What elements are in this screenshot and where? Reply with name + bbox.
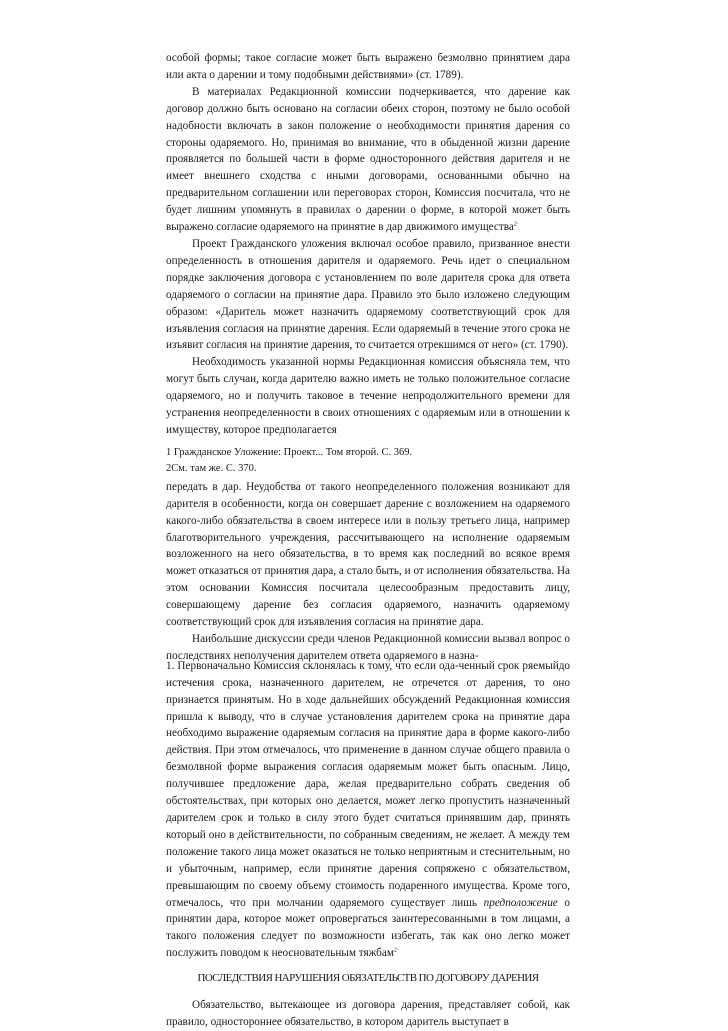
footnote: 1 Гражданское Уложение: Проект... Том второй. С. 369. xyxy=(166,446,413,458)
paragraph-text: В материалах Редакционной комиссии подчеркивается, что дарение как договор должно быть основано на согласии обеих сторон, поэтому не было особой надобности включать в закон положение о необходимости принятия дарения со стороны одаряемого. Но, принимая во внимание, что в обыденной жизни дарение проявляется по большей части в форме односторонного действия дарителя и не имеет внешнего сходства с иными договорами, основанными обычно на предварительном соглашении или переговорах сторон, Комиссия посчитала, что не будет лишним упомянуть в правилах о дарении о форме, в которой может быть выражено согласие одаряемого на принятие в дар движимого имущества xyxy=(166,85,570,234)
document-page xyxy=(166,50,570,1031)
paragraph-text: 1. Первоначально Комиссия склонялась к тому, что если ода-ченный срок ряемыйдо истечения срока, назначенного дарителем, не отречется от дарения, то оно признается принятым. Но в ходе дальнейших обсуждений Редакционная комиссия пришла к выводу, что в случае установления дарителем срока на принятие дара необходимо выражение одаряемым согласия на принятие дара в форме какого-либо действия. При этом отмечалось, что применение в данном случае общего правила о безмолвной форме выражения согласия одаряемым может быть опасным. Лицо, получившее предложение дара, желая предварительно собрать сведения об обстоятельствах, при которых оно делается, может легко пропустить назначенный дарителем срок и только в силу этого будет считаться принявшим дар, принять который оно в действительности, по собранным сведениям, не желает. А между тем положение такого лица может оказаться не только неприятным и стеснительным, но и убыточным, например, если принятие дарения сопряжено с обязательством, превышающим по своему объему стоимость подаренного имущества. Кроме того, отмечалось, что при молчании одаряемого существует лишь xyxy=(166,659,570,909)
paragraph-text: о принятии дара, которое может опровергаться заинтересованными в том лицами, а такого положения следует по возможности избегать, так как оно легко может послужить поводом к неосновательным тяжбам xyxy=(166,896,571,960)
paragraph: Наибольшие дискуссии среди членов Редакционной комиссии вызвал вопрос о последствиях неполучения дарителем ответа одаряемого в назна- xyxy=(166,633,570,662)
footnote-ref: 2· xyxy=(513,221,519,228)
emphasis: предположение xyxy=(483,896,558,909)
paragraph: Необходимость указанной нормы Редакционная комиссия объясняла тем, что могут быть случаи, когда дарителю важно иметь не только положительное согласие одаряемого, но и получить таковое в течение непродолжительного времени для устранения неопределенности в своих отношениях с одаряемым или в отношении к имуществу, которое предполагается xyxy=(166,356,570,436)
paragraph: Проект Гражданского уложения включал особое правило, призванное внести определенность в отношения дарителя и одаряемого. Речь идет о специальном порядке заключения договора с установлением по воле дарителя срока для ответа одаряемого о согласии на принятие дара. Правило это было изложено следующим образом: «Даритель может назначить одаряемому соответствующий срок для изъявления согласия на принятие дарения. Если одаряемый в течение этого срока не изъявит согласия на принятие дарения, то считается отрекшимся от него» (ст. 1790). xyxy=(166,237,570,352)
footnote-ref: 2· xyxy=(393,947,399,954)
paragraph xyxy=(166,84,570,236)
paragraph xyxy=(166,658,570,962)
section-heading: ПОСЛЕДСТВИЯ НАРУШЕНИЯ ОБЯЗАТЕЛЬСТВ ПО ДОГОВОРУ ДАРЕНИЯ xyxy=(197,972,539,985)
paragraph: особой формы; такое согласие может быть выражено безмолвно принятием дара или акта о дарении и тому подобными действиями» (ст. 1789). xyxy=(166,52,570,81)
paragraph: Обязательство, вытекающее из договора дарения, представляет собой, как правило, одностороннее обязательство, в котором даритель выступает в xyxy=(166,999,570,1028)
paragraph: передать в дар. Неудобства от такого неопределенного положения возникают для дарителя в особенности, когда он совершает дарение с возложением на одаряемого какого-либо обязательства в своем интересе или в пользу третьего лица, например благотворительного учреждения, рассчитывающего на исполнение одаряемым возложенного на него обязательства, в то время как последний во всякое время может отказаться от принятия дара, а стало быть, и от исполнения обязательства. На этом основании Комиссия посчитала целесообразным предоставить лицу, совершающему дарение без согласия одаряемого, назначить одаряемому соответствующий срок для изъявления согласия на принятие дара. xyxy=(166,480,570,629)
footnote: 2См. там же. С. 370. xyxy=(166,462,257,474)
